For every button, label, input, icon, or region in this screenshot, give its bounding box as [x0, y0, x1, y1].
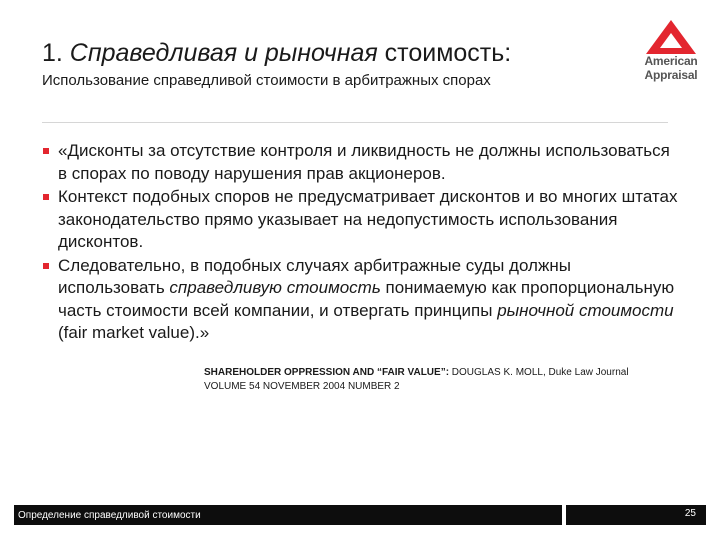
- bullet-text-part: понимаемую как пропорциональную часть стоимости всей компании, и отвергать принципы: [58, 278, 675, 320]
- slide-title: [42, 38, 622, 68]
- logo-triangle-icon: [646, 20, 696, 54]
- bullet-list: [42, 140, 682, 346]
- page-number-box: [566, 505, 706, 525]
- footer-bar: [14, 505, 562, 525]
- bullet-square-icon: [43, 194, 49, 200]
- bullet-square-icon: [43, 148, 49, 154]
- citation: [204, 366, 694, 394]
- title-rest: стоимость:: [377, 39, 512, 67]
- bullet-emphasis: справедливую стоимость: [169, 278, 381, 297]
- header-divider: [42, 122, 668, 123]
- logo-line-1: American: [644, 54, 698, 68]
- bullet-text: «Дисконты за отсутствие контроля и ликвидность не должны использоваться в спорах по поводу нарушения прав акционеров.: [58, 141, 670, 183]
- footer-label: Определение справедливой стоимости: [18, 510, 201, 521]
- bullet-item: [42, 186, 682, 254]
- american-appraisal-logo: [636, 20, 706, 86]
- title-italic: Справедливая и рыночная: [69, 39, 378, 67]
- bullet-item: [42, 140, 682, 185]
- bullet-text-part: Следовательно, в подобных случаях арбитражные суды должны использовать: [58, 255, 571, 297]
- citation-volume: VOLUME 54 NOVEMBER 2004 NUMBER 2: [204, 381, 400, 392]
- slide-subtitle: Использование справедливой стоимости в арбитражных спорах: [42, 72, 491, 89]
- bullet-text: Контекст подобных споров не предусматривает дисконтов и во многих штатах законодательство прямо указывает на недопустимость использования дисконтов.: [58, 187, 678, 251]
- bullet-text-part: (fair market value).»: [58, 323, 210, 342]
- citation-author: DOUGLAS K. MOLL, Duke Law Journal: [449, 367, 629, 378]
- bullet-item: [42, 255, 682, 345]
- citation-title: SHAREHOLDER OPPRESSION AND “FAIR VALUE”:: [204, 367, 450, 378]
- page-number: 25: [684, 508, 696, 519]
- title-number: 1.: [42, 39, 70, 67]
- bullet-square-icon: [43, 263, 49, 269]
- logo-line-2: Appraisal: [644, 68, 698, 82]
- bullet-emphasis: рыночной стоимости: [497, 300, 674, 320]
